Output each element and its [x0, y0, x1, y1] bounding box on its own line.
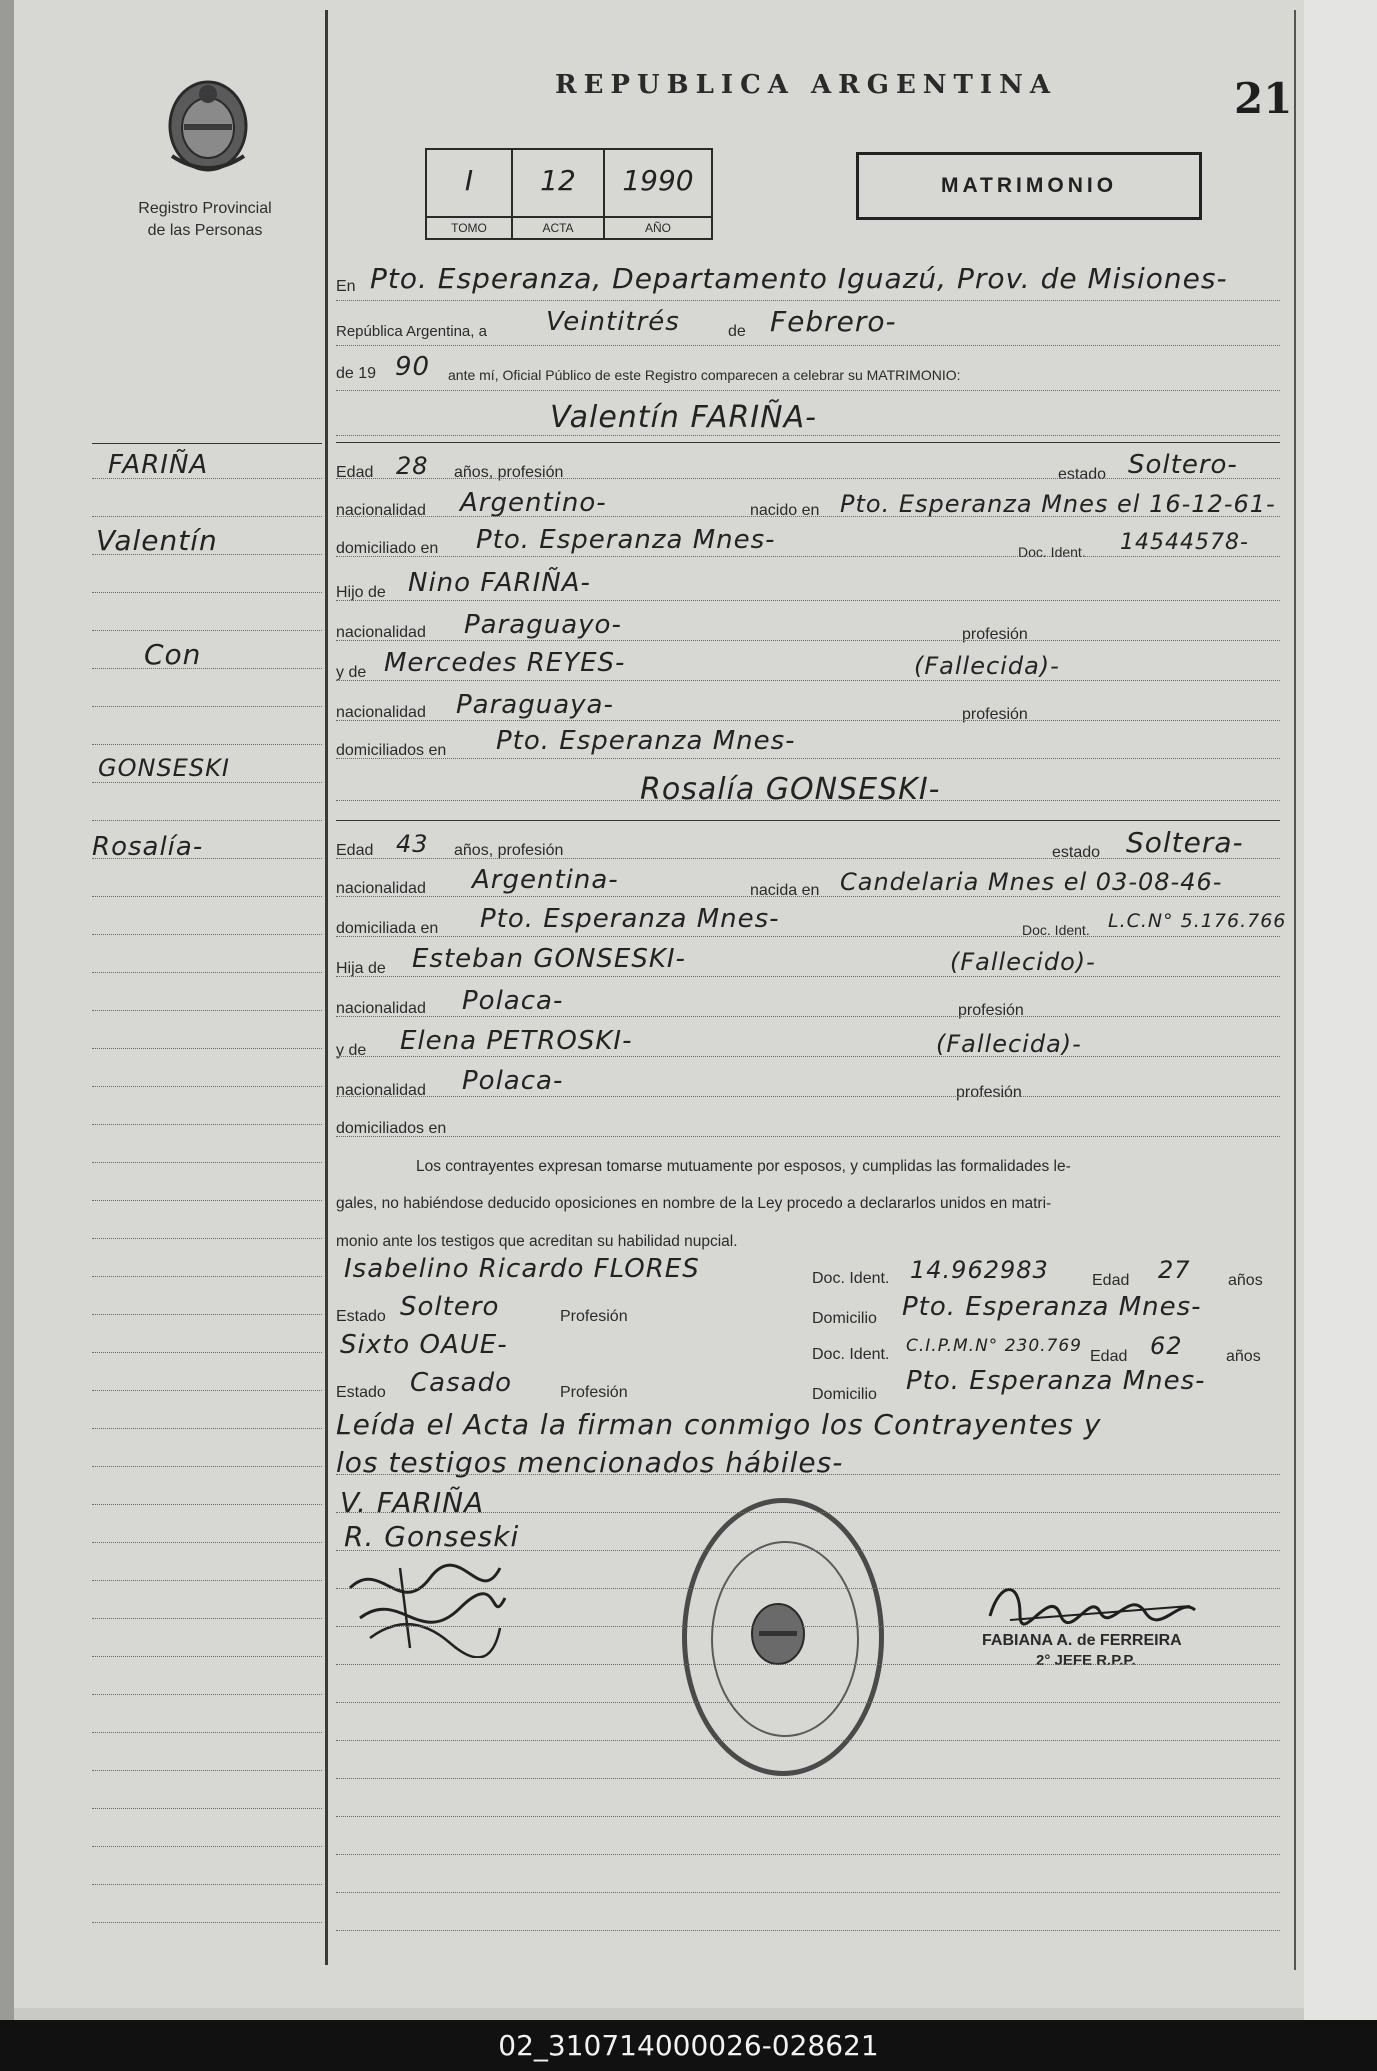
margin-dotted-line — [92, 972, 322, 973]
margin-dotted-line — [92, 744, 322, 745]
groom-father-nac: Paraguayo- — [464, 610, 622, 640]
body-dotted-line — [336, 1892, 1280, 1893]
body-dotted-line — [336, 858, 1280, 859]
body-dotted-line — [336, 720, 1280, 721]
witness1-doc-label: Doc. Ident. — [812, 1270, 890, 1287]
bride-mother-prof-label: profesión — [956, 1084, 1022, 1101]
marriage-day: Veintitrés — [546, 307, 680, 337]
margin-dotted-line — [92, 1922, 322, 1923]
body-dotted-line — [336, 1474, 1280, 1475]
margin-dotted-line — [92, 1200, 322, 1201]
ano-cell — [605, 150, 711, 238]
groom-doc: 14544578- — [1120, 530, 1249, 555]
margin-dotted-line — [92, 1276, 322, 1277]
margin-dotted-line — [92, 1352, 322, 1353]
de-label: de — [728, 323, 746, 340]
margin-groom-name: Valentín — [96, 524, 218, 557]
paper-edge — [1304, 0, 1377, 2020]
closing-line2: los testigos mencionados hábiles- — [336, 1446, 844, 1479]
scan-id-footer: 02_310714000026-028621 — [0, 2020, 1377, 2071]
margin-bride-name: Rosalía- — [92, 832, 204, 862]
year-suffix: 90 — [395, 352, 431, 382]
body-dotted-line — [336, 1016, 1280, 1017]
groom-domicilio: Pto. Esperanza Mnes- — [476, 525, 776, 555]
registry-office-line2: de las Personas — [147, 222, 263, 239]
bride-doc: L.C.N° 5.176.766 — [1108, 910, 1287, 932]
margin-dotted-line — [92, 1770, 322, 1771]
witness2-prof-label: Profesión — [560, 1384, 628, 1401]
witness-signatures-icon — [340, 1548, 510, 1658]
margin-dotted-line — [92, 1048, 322, 1049]
margin-dotted-line — [92, 1884, 322, 1885]
margin-dotted-line — [92, 1238, 322, 1239]
bride-nac-label: nacionalidad — [336, 880, 426, 897]
bride-fullname: Rosalía GONSESKI- — [640, 772, 941, 807]
margin-dotted-line — [92, 1390, 322, 1391]
witness1-doc: 14.962983 — [910, 1256, 1049, 1284]
registry-office-line1: Registro Provincial — [138, 200, 272, 217]
body-dotted-line — [336, 516, 1280, 517]
body-dotted-line — [336, 600, 1280, 601]
body-dotted-line — [336, 896, 1280, 897]
acta-cell — [513, 150, 605, 238]
bride-mother: Elena PETROSKI- — [400, 1026, 633, 1056]
margin-dotted-line — [92, 858, 322, 859]
bride-father-nac-label: nacionalidad — [336, 1000, 426, 1017]
tomo-acta-ano-box — [425, 148, 713, 240]
margin-dotted-line — [92, 782, 322, 783]
margin-dotted-line — [92, 668, 322, 669]
margin-groom-surname: FARIÑA — [108, 450, 209, 480]
groom-parents-dom: Pto. Esperanza Mnes- — [496, 726, 796, 756]
bride-mother-status: (Fallecida)- — [936, 1030, 1082, 1058]
groom-edad-label: Edad — [336, 464, 374, 481]
body-dotted-line — [336, 758, 1280, 759]
witness1-edad: 27 — [1158, 1256, 1191, 1284]
groom-edad: 28 — [396, 452, 429, 480]
groom-mother-prof-label: profesión — [962, 706, 1028, 723]
paper-sheet — [14, 0, 1304, 2008]
body-dotted-line — [336, 1550, 1280, 1551]
groom-hijo-label: Hijo de — [336, 584, 386, 601]
body-dotted-line — [336, 435, 1280, 436]
margin-dotted-line — [92, 1086, 322, 1087]
margin-dotted-line — [92, 1542, 322, 1543]
margin-dotted-line — [92, 1504, 322, 1505]
margin-dotted-line — [92, 896, 322, 897]
body-dotted-line — [336, 1778, 1280, 1779]
margin-conjunction: Con — [144, 638, 202, 671]
declaration-line2: gales, no habiéndose deducido oposiciones en nombre de la Ley procedo a declararlos unidos en matri- — [336, 1195, 1052, 1212]
bride-nacida-label: nacida en — [750, 882, 820, 899]
groom-mother-nac-label: nacionalidad — [336, 704, 426, 721]
right-border — [1294, 10, 1296, 1970]
groom-doc-label: Doc. Ident. — [1018, 544, 1086, 560]
witness1-prof-label: Profesión — [560, 1308, 628, 1325]
witness2-domicilio: Pto. Esperanza Mnes- — [906, 1366, 1206, 1396]
official-title: 2° JEFE R.P.P. — [1036, 1652, 1136, 1669]
margin-dotted-line — [92, 1010, 322, 1011]
margin-dotted-line — [92, 1732, 322, 1733]
margin-dotted-line — [92, 1618, 322, 1619]
ano-value: 1990 — [622, 164, 694, 197]
marriage-month: Febrero- — [770, 305, 897, 338]
body-dotted-line — [336, 1702, 1280, 1703]
groom-mother-nac: Paraguaya- — [456, 690, 614, 720]
official-name: FABIANA A. de FERREIRA — [982, 1632, 1182, 1649]
bride-dom-label: domiciliada en — [336, 920, 439, 937]
ante-text: ante mí, Oficial Público de este Registro comparecen a celebrar su MATRIMONIO: — [448, 367, 961, 383]
margin-dotted-line — [92, 554, 322, 555]
body-dotted-line — [336, 300, 1280, 301]
body-dotted-line — [336, 1096, 1280, 1097]
bride-nacida: Candelaria Mnes el 03-08-46- — [840, 868, 1223, 896]
bride-anos-label: años, profesión — [454, 842, 564, 859]
body-dotted-line — [336, 640, 1280, 641]
official-signature-block — [980, 1576, 1210, 1669]
body-dotted-line — [336, 556, 1280, 557]
groom-mother: Mercedes REYES- — [384, 648, 626, 678]
witness2-edad-label: Edad — [1090, 1348, 1128, 1365]
body-dotted-line — [336, 1626, 1280, 1627]
groom-yde-label: y de — [336, 664, 367, 681]
margin-dotted-line — [92, 1694, 322, 1695]
witness1-edad-label: Edad — [1092, 1272, 1130, 1289]
tomo-label: TOMO — [427, 216, 511, 238]
margin-dotted-line — [92, 592, 322, 593]
document-title: REPUBLICA ARGENTINA — [555, 70, 1058, 100]
signature-bride: R. Gonseski — [344, 1520, 520, 1553]
groom-section-rule — [336, 442, 1280, 443]
ano-label: AÑO — [605, 216, 711, 238]
groom-father-nac-label: nacionalidad — [336, 624, 426, 641]
margin-dotted-line — [92, 516, 322, 517]
margin-dotted-line — [92, 1428, 322, 1429]
bride-parents-dom-label: domiciliados en — [336, 1120, 447, 1137]
margin-bride-surname: GONSESKI — [98, 754, 230, 782]
margin-heading-rule — [92, 443, 322, 444]
groom-father: Nino FARIÑA- — [408, 568, 591, 598]
margin-dotted-line — [92, 934, 322, 935]
tomo-value: I — [464, 164, 474, 197]
bride-edad: 43 — [396, 830, 429, 858]
body-dotted-line — [336, 1056, 1280, 1057]
body-dotted-line — [336, 936, 1280, 937]
bride-father-nac: Polaca- — [462, 986, 564, 1016]
groom-mother-status: (Fallecida)- — [914, 652, 1060, 680]
closing-line1: Leída el Acta la firman conmigo los Contrayentes y — [336, 1408, 1102, 1441]
bride-estado-label: estado — [1052, 844, 1101, 861]
official-signature-icon — [980, 1576, 1210, 1636]
body-dotted-line — [336, 1816, 1280, 1817]
witness2-estado: Casado — [410, 1368, 512, 1398]
margin-dotted-line — [92, 1580, 322, 1581]
bride-mother-nac: Polaca- — [462, 1066, 564, 1096]
bride-father-prof-label: profesión — [958, 1002, 1024, 1019]
republica-label: República Argentina, a — [336, 323, 487, 340]
bride-nacionalidad: Argentina- — [472, 865, 619, 895]
margin-divider — [325, 10, 328, 1965]
bride-domicilio: Pto. Esperanza Mnes- — [480, 904, 780, 934]
coat-of-arms-icon — [158, 76, 258, 180]
bride-hija-label: Hija de — [336, 960, 386, 977]
witness1-domicilio: Pto. Esperanza Mnes- — [902, 1292, 1202, 1322]
body-dotted-line — [336, 680, 1280, 681]
margin-dotted-line — [92, 820, 322, 821]
body-dotted-line — [336, 1854, 1280, 1855]
body-dotted-line — [336, 345, 1280, 346]
binding-edge — [0, 0, 14, 2020]
margin-dotted-line — [92, 1846, 322, 1847]
body-dotted-line — [336, 1740, 1280, 1741]
groom-anos-label: años, profesión — [454, 464, 564, 481]
declaration-line3: monio ante los testigos que acreditan su habilidad nupcial. — [336, 1233, 738, 1250]
declaration-line1: Los contrayentes expresan tomarse mutuamente por esposos, y cumplidas las formalidades le- — [416, 1158, 1071, 1175]
groom-estado-label: estado — [1058, 466, 1107, 483]
signature-groom: V. FARIÑA — [340, 1486, 485, 1519]
margin-dotted-line — [92, 1656, 322, 1657]
groom-father-prof-label: profesión — [962, 626, 1028, 643]
body-dotted-line — [336, 1136, 1280, 1137]
bride-yde-label: y de — [336, 1042, 367, 1059]
witness2-estado-label: Estado — [336, 1384, 386, 1401]
witness1-estado: Soltero — [400, 1292, 500, 1322]
acta-label: ACTA — [513, 216, 603, 238]
body-dotted-line — [336, 1930, 1280, 1931]
margin-dotted-line — [92, 1162, 322, 1163]
body-dotted-line — [336, 1588, 1280, 1589]
witness2-dom-label: Domicilio — [812, 1386, 877, 1403]
witness1-anos-label: años — [1228, 1272, 1263, 1289]
official-seal — [682, 1498, 884, 1776]
witness1-dom-label: Domicilio — [812, 1310, 877, 1327]
margin-dotted-line — [92, 706, 322, 707]
seal-emblem-icon — [747, 1599, 809, 1669]
bride-father-status: (Fallecido)- — [950, 948, 1096, 976]
groom-fullname: Valentín FARIÑA- — [550, 400, 817, 435]
groom-nac-label: nacionalidad — [336, 502, 426, 519]
tomo-cell — [427, 150, 513, 238]
margin-dotted-line — [92, 1466, 322, 1467]
bride-section-rule — [336, 820, 1280, 821]
groom-dom-label: domiciliado en — [336, 540, 439, 557]
margin-dotted-line — [92, 1314, 322, 1315]
bride-doc-label: Doc. Ident. — [1022, 922, 1090, 938]
margin-dotted-line — [92, 1808, 322, 1809]
bride-edad-label: Edad — [336, 842, 374, 859]
body-dotted-line — [336, 1512, 1280, 1513]
body-dotted-line — [336, 976, 1280, 977]
year-prefix: de 19 — [336, 365, 377, 382]
acta-value: 12 — [540, 164, 576, 197]
groom-nacido: Pto. Esperanza Mnes el 16-12-61- — [840, 490, 1276, 518]
margin-dotted-line — [92, 478, 322, 479]
body-dotted-line — [336, 478, 1280, 479]
marriage-place: Pto. Esperanza, Departamento Iguazú, Prov. de Misiones- — [370, 262, 1228, 295]
witness2-edad: 62 — [1150, 1332, 1183, 1360]
act-type-box: MATRIMONIO — [856, 152, 1202, 220]
groom-nacionalidad: Argentino- — [460, 488, 607, 518]
body-dotted-line — [336, 1664, 1280, 1665]
page-number: 21 — [1234, 74, 1293, 123]
witness1-estado-label: Estado — [336, 1308, 386, 1325]
groom-parents-dom-label: domiciliados en — [336, 742, 447, 759]
bride-mother-nac-label: nacionalidad — [336, 1082, 426, 1099]
bride-father: Esteban GONSESKI- — [412, 944, 686, 974]
witness1-name: Isabelino Ricardo FLORES — [344, 1254, 700, 1284]
registry-office-label — [110, 198, 300, 242]
groom-nacido-label: nacido en — [750, 502, 820, 519]
margin-dotted-line — [92, 630, 322, 631]
groom-estado: Soltero- — [1128, 450, 1238, 480]
margin-dotted-line — [92, 1124, 322, 1125]
body-dotted-line — [336, 390, 1280, 391]
en-label: En — [336, 278, 356, 295]
body-dotted-line — [336, 800, 1280, 801]
bride-estado: Soltera- — [1126, 826, 1244, 859]
witness2-name: Sixto OAUE- — [340, 1330, 508, 1360]
witness2-doc-label: Doc. Ident. — [812, 1346, 890, 1363]
witness2-anos-label: años — [1226, 1348, 1261, 1365]
witness2-doc: C.I.P.M.N° 230.769 — [906, 1336, 1082, 1356]
